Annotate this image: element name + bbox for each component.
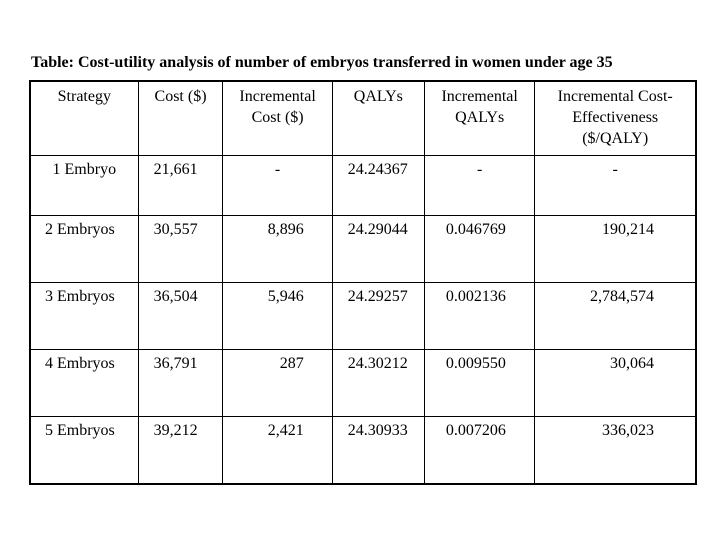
cell-icer: - [535, 156, 696, 216]
header-qalys-label: QALYs [353, 88, 403, 105]
cell-strategy: 5 Embryos [30, 417, 138, 485]
cell-cost: 39,212 [138, 417, 223, 485]
cost-utility-table [29, 80, 697, 485]
header-strategy [30, 81, 138, 156]
cell-cost: 30,557 [138, 216, 223, 283]
cell-strategy: 4 Embryos [30, 350, 138, 417]
header-incremental-cost-line1: Incremental [239, 88, 316, 105]
cell-incremental-qalys: 0.009550 [424, 350, 535, 417]
cell-icer: 190,214 [535, 216, 696, 283]
cell-qalys: 24.29257 [332, 283, 424, 350]
cell-strategy: 1 Embryo [30, 156, 138, 216]
table-row [30, 283, 696, 350]
table-title: Table: Cost-utility analysis of number of embryos transferred in women under age 35 [31, 54, 613, 71]
table-row [30, 156, 696, 216]
cell-cost: 36,791 [138, 350, 223, 417]
table-row [30, 350, 696, 417]
cell-icer: 30,064 [535, 350, 696, 417]
cell-incremental-cost: - [223, 156, 332, 216]
cell-incremental-qalys: 0.007206 [424, 417, 535, 485]
cell-qalys: 24.29044 [332, 216, 424, 283]
cell-qalys: 24.30212 [332, 350, 424, 417]
cell-icer: 2,784,574 [535, 283, 696, 350]
header-incremental-qalys [424, 81, 535, 156]
header-cost-label: Cost ($) [154, 88, 207, 105]
header-icer-line3: ($/QALY) [582, 130, 649, 147]
header-incremental-qalys-line1: Incremental [441, 88, 518, 105]
header-icer [535, 81, 696, 156]
table-row [30, 216, 696, 283]
cell-incremental-qalys: - [424, 156, 535, 216]
header-incremental-qalys-line2: QALYs [455, 109, 505, 126]
header-incremental-cost [223, 81, 332, 156]
cell-cost: 36,504 [138, 283, 223, 350]
header-cost [138, 81, 223, 156]
cell-qalys: 24.30933 [332, 417, 424, 485]
cell-incremental-qalys: 0.046769 [424, 216, 535, 283]
table-row [30, 417, 696, 485]
cell-incremental-cost: 8,896 [223, 216, 332, 283]
header-qalys [332, 81, 424, 156]
cell-strategy: 2 Embryos [30, 216, 138, 283]
header-incremental-cost-line2: Cost ($) [251, 109, 304, 126]
header-row [30, 81, 696, 156]
cell-incremental-cost: 5,946 [223, 283, 332, 350]
cell-incremental-cost: 287 [223, 350, 332, 417]
cell-incremental-cost: 2,421 [223, 417, 332, 485]
cell-strategy: 3 Embryos [30, 283, 138, 350]
header-icer-line1: Incremental Cost- [557, 88, 673, 105]
header-strategy-label: Strategy [57, 88, 111, 105]
cell-cost: 21,661 [138, 156, 223, 216]
cell-qalys: 24.24367 [332, 156, 424, 216]
cell-incremental-qalys: 0.002136 [424, 283, 535, 350]
cell-icer: 336,023 [535, 417, 696, 485]
header-icer-line2: Effectiveness [572, 109, 659, 126]
